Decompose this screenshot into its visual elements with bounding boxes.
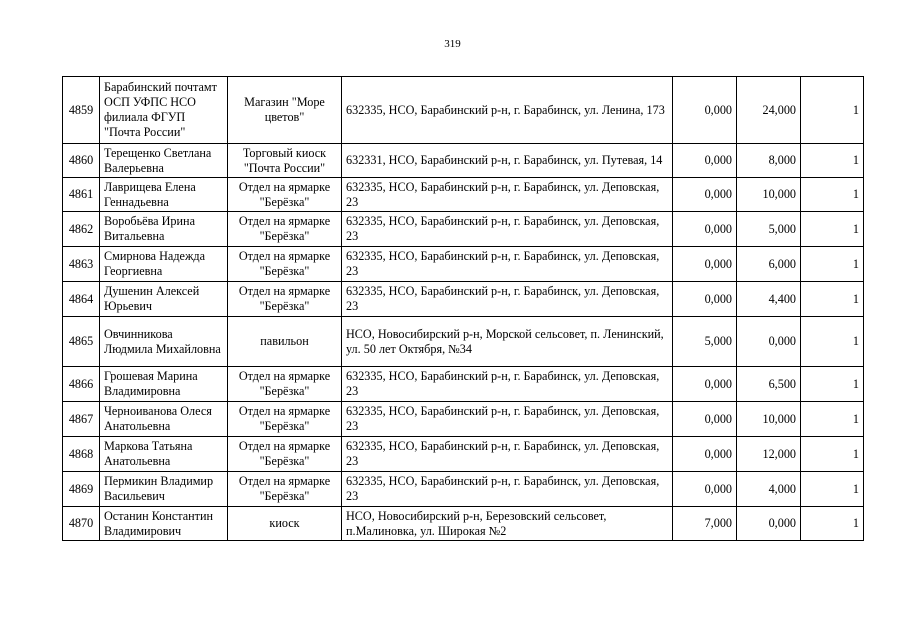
organization-name-cell: Воробьёва Ирина Витальевна [100, 212, 228, 247]
table-row [63, 317, 864, 367]
value-cell-2: 6,000 [737, 247, 801, 282]
value-cell-1: 0,000 [673, 247, 737, 282]
organization-name-cell: Пермикин Владимир Васильевич [100, 472, 228, 507]
organization-name-cell: Останин Константин Владимирович [100, 507, 228, 541]
organization-name-cell: Грошевая Марина Владимировна [100, 367, 228, 402]
page-number: 319 [444, 38, 461, 50]
organization-name-cell: Смирнова Надежда Георгиевна [100, 247, 228, 282]
row-number-cell: 4869 [63, 472, 100, 507]
value-cell-1: 0,000 [673, 437, 737, 472]
value-cell-1: 0,000 [673, 402, 737, 437]
row-number-cell: 4866 [63, 367, 100, 402]
address-cell: НСО, Новосибирский р-н, Березовский сельсовет, п.Малиновка, ул. Широкая №2 [342, 507, 673, 541]
value-cell-3: 1 [801, 472, 864, 507]
address-cell: 632335, НСО, Барабинский р-н, г. Барабинск, ул. Деповская, 23 [342, 282, 673, 317]
value-cell-2: 10,000 [737, 178, 801, 212]
value-cell-2: 0,000 [737, 507, 801, 541]
registry-table [62, 76, 864, 541]
value-cell-3: 1 [801, 317, 864, 367]
object-type-cell: Отдел на ярмарке "Берёзка" [228, 472, 342, 507]
object-type-cell: Магазин "Море цветов" [228, 77, 342, 144]
table-row [63, 144, 864, 178]
registry-table-body [63, 77, 864, 541]
address-cell: 632335, НСО, Барабинский р-н, г. Барабинск, ул. Деповская, 23 [342, 367, 673, 402]
value-cell-3: 1 [801, 144, 864, 178]
row-number-cell: 4864 [63, 282, 100, 317]
value-cell-2: 0,000 [737, 317, 801, 367]
value-cell-2: 8,000 [737, 144, 801, 178]
table-row [63, 282, 864, 317]
value-cell-2: 10,000 [737, 402, 801, 437]
value-cell-2: 24,000 [737, 77, 801, 144]
address-cell: 632335, НСО, Барабинский р-н, г. Барабинск, ул. Деповская, 23 [342, 178, 673, 212]
value-cell-3: 1 [801, 178, 864, 212]
object-type-cell: Торговый киоск "Почта России" [228, 144, 342, 178]
value-cell-2: 12,000 [737, 437, 801, 472]
value-cell-1: 0,000 [673, 77, 737, 144]
value-cell-1: 0,000 [673, 144, 737, 178]
row-number-cell: 4860 [63, 144, 100, 178]
object-type-cell: Отдел на ярмарке "Берёзка" [228, 367, 342, 402]
table-row [63, 472, 864, 507]
table-row [63, 247, 864, 282]
organization-name-cell: Лаврищева Елена Геннадьевна [100, 178, 228, 212]
organization-name-cell: Черноиванова Олеся Анатольевна [100, 402, 228, 437]
organization-name-cell: Терещенко Светлана Валерьевна [100, 144, 228, 178]
row-number-cell: 4861 [63, 178, 100, 212]
value-cell-3: 1 [801, 367, 864, 402]
value-cell-2: 5,000 [737, 212, 801, 247]
address-cell: 632335, НСО, Барабинский р-н, г. Барабинск, ул. Деповская, 23 [342, 247, 673, 282]
row-number-cell: 4867 [63, 402, 100, 437]
organization-name-cell: Барабинский почтамт ОСП УФПС НСО филиала ФГУП "Почта России" [100, 77, 228, 144]
row-number-cell: 4859 [63, 77, 100, 144]
value-cell-3: 1 [801, 247, 864, 282]
value-cell-3: 1 [801, 507, 864, 541]
value-cell-1: 0,000 [673, 472, 737, 507]
object-type-cell: Отдел на ярмарке "Берёзка" [228, 282, 342, 317]
object-type-cell: Отдел на ярмарке "Берёзка" [228, 402, 342, 437]
value-cell-3: 1 [801, 437, 864, 472]
address-cell: 632335, НСО, Барабинский р-н, г. Барабинск, ул. Деповская, 23 [342, 402, 673, 437]
address-cell: 632335, НСО, Барабинский р-н, г. Барабинск, ул. Деповская, 23 [342, 437, 673, 472]
value-cell-2: 4,400 [737, 282, 801, 317]
value-cell-3: 1 [801, 402, 864, 437]
organization-name-cell: Овчинникова Людмила Михайловна [100, 317, 228, 367]
value-cell-2: 6,500 [737, 367, 801, 402]
object-type-cell: Отдел на ярмарке "Берёзка" [228, 212, 342, 247]
table-row [63, 402, 864, 437]
value-cell-1: 7,000 [673, 507, 737, 541]
address-cell: 632335, НСО, Барабинский р-н, г. Барабинск, ул. Деповская, 23 [342, 212, 673, 247]
value-cell-1: 0,000 [673, 282, 737, 317]
address-cell: 632335, НСО, Барабинский р-н, г. Барабинск, ул. Деповская, 23 [342, 472, 673, 507]
value-cell-1: 0,000 [673, 367, 737, 402]
table-row [63, 212, 864, 247]
row-number-cell: 4862 [63, 212, 100, 247]
value-cell-1: 5,000 [673, 317, 737, 367]
row-number-cell: 4865 [63, 317, 100, 367]
address-cell: 632335, НСО, Барабинский р-н, г. Барабинск, ул. Ленина, 173 [342, 77, 673, 144]
table-row [63, 367, 864, 402]
object-type-cell: киоск [228, 507, 342, 541]
value-cell-2: 4,000 [737, 472, 801, 507]
value-cell-3: 1 [801, 282, 864, 317]
table-row [63, 437, 864, 472]
row-number-cell: 4870 [63, 507, 100, 541]
row-number-cell: 4868 [63, 437, 100, 472]
row-number-cell: 4863 [63, 247, 100, 282]
table-row [63, 178, 864, 212]
table-row [63, 507, 864, 541]
organization-name-cell: Душенин Алексей Юрьевич [100, 282, 228, 317]
value-cell-1: 0,000 [673, 178, 737, 212]
address-cell: 632331, НСО, Барабинский р-н, г. Барабинск, ул. Путевая, 14 [342, 144, 673, 178]
value-cell-3: 1 [801, 212, 864, 247]
object-type-cell: Отдел на ярмарке "Берёзка" [228, 437, 342, 472]
table-row [63, 77, 864, 144]
object-type-cell: павильон [228, 317, 342, 367]
address-cell: НСО, Новосибирский р-н, Морской сельсовет, п. Ленинский, ул. 50 лет Октября, №34 [342, 317, 673, 367]
object-type-cell: Отдел на ярмарке "Берёзка" [228, 247, 342, 282]
value-cell-1: 0,000 [673, 212, 737, 247]
organization-name-cell: Маркова Татьяна Анатольевна [100, 437, 228, 472]
value-cell-3: 1 [801, 77, 864, 144]
object-type-cell: Отдел на ярмарке "Берёзка" [228, 178, 342, 212]
